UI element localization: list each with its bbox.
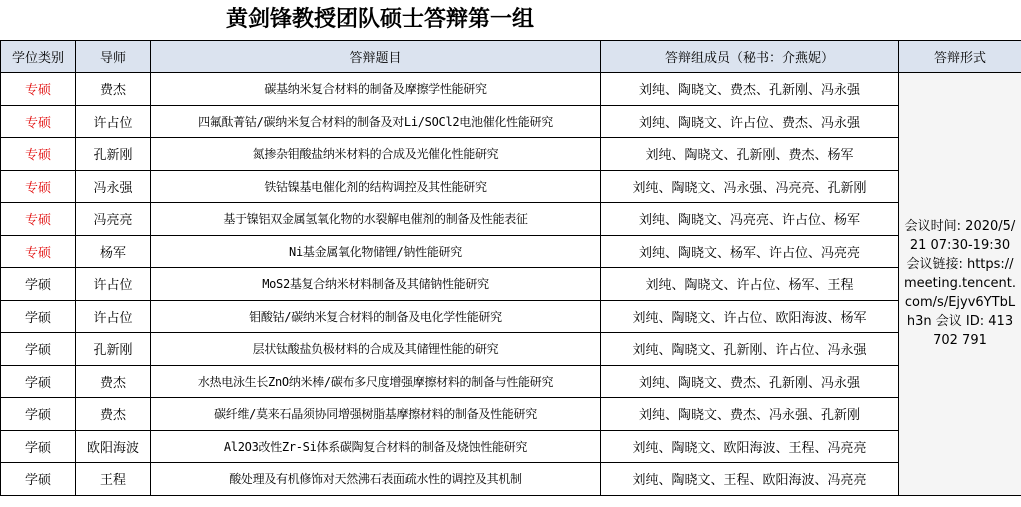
table-row	[1, 398, 1021, 431]
advisor-cell: 孔新刚	[76, 333, 151, 366]
degree-type-cell: 学硕	[1, 398, 76, 431]
advisor-cell: 冯永强	[76, 170, 151, 203]
page-title: 黄剑锋教授团队硕士答辩第一组	[225, 7, 534, 32]
table-row	[1, 463, 1021, 496]
committee-members-cell: 刘纯、陶晓文、杨军、许占位、冯亮亮	[601, 235, 899, 268]
table-row	[1, 170, 1021, 203]
table-row	[1, 73, 1021, 106]
topic-cell: 钼酸钴/碳纳米复合材料的制备及电化学性能研究	[151, 300, 601, 333]
committee-members-cell: 刘纯、陶晓文、孔新刚、费杰、杨军	[601, 138, 899, 171]
topic-cell: 铁钴镍基电催化剂的结构调控及其性能研究	[151, 170, 601, 203]
degree-type-cell: 学硕	[1, 268, 76, 301]
defense-schedule-table	[0, 40, 1021, 496]
advisor-cell: 冯亮亮	[76, 203, 151, 236]
table-row	[1, 300, 1021, 333]
advisor-cell: 费杰	[76, 365, 151, 398]
degree-type-cell: 学硕	[1, 333, 76, 366]
defense-format-cell: 会议时间: 2020/5/21 07:30-19:30 会议链接: https://meeting.tencent.com/s/Ejyv6YTbLh3n 会议 ID: 413 702 791	[899, 73, 1021, 496]
table-row	[1, 333, 1021, 366]
committee-members-cell: 刘纯、陶晓文、费杰、孔新刚、冯永强	[601, 365, 899, 398]
committee-members-cell: 刘纯、陶晓文、王程、欧阳海波、冯亮亮	[601, 463, 899, 496]
header-topic: 答辩题目	[151, 41, 601, 73]
topic-cell: 四氟酞菁钴/碳纳米复合材料的制备及对Li/SOCl2电池催化性能研究	[151, 105, 601, 138]
advisor-cell: 费杰	[76, 73, 151, 106]
topic-cell: 碳纤维/莫来石晶须协同增强树脂基摩擦材料的制备及性能研究	[151, 398, 601, 431]
table-row	[1, 138, 1021, 171]
degree-type-cell: 学硕	[1, 463, 76, 496]
topic-cell: 碳基纳米复合材料的制备及摩擦学性能研究	[151, 73, 601, 106]
topic-cell: Al2O3改性Zr-Si体系碳陶复合材料的制备及烧蚀性能研究	[151, 430, 601, 463]
advisor-cell: 王程	[76, 463, 151, 496]
topic-cell: 氮掺杂钼酸盐纳米材料的合成及光催化性能研究	[151, 138, 601, 171]
advisor-cell: 欧阳海波	[76, 430, 151, 463]
table-row	[1, 430, 1021, 463]
header-degree-type: 学位类别	[1, 41, 76, 73]
topic-cell: 基于镍铝双金属氢氧化物的水裂解电催剂的制备及性能表征	[151, 203, 601, 236]
committee-members-cell: 刘纯、陶晓文、费杰、冯永强、孔新刚	[601, 398, 899, 431]
table-row	[1, 268, 1021, 301]
topic-cell: MoS2基复合纳米材料制备及其储钠性能研究	[151, 268, 601, 301]
committee-members-cell: 刘纯、陶晓文、费杰、孔新刚、冯永强	[601, 73, 899, 106]
degree-type-cell: 专硕	[1, 105, 76, 138]
advisor-cell: 杨军	[76, 235, 151, 268]
table-row	[1, 235, 1021, 268]
header-advisor: 导师	[76, 41, 151, 73]
advisor-cell: 孔新刚	[76, 138, 151, 171]
degree-type-cell: 专硕	[1, 203, 76, 236]
committee-members-cell: 刘纯、陶晓文、许占位、欧阳海波、杨军	[601, 300, 899, 333]
topic-cell: 层状钛酸盐负极材料的合成及其储锂性能的研究	[151, 333, 601, 366]
advisor-cell: 许占位	[76, 268, 151, 301]
table-row	[1, 105, 1021, 138]
advisor-cell: 费杰	[76, 398, 151, 431]
header-defense-format: 答辩形式	[899, 41, 1021, 73]
committee-members-cell: 刘纯、陶晓文、冯亮亮、许占位、杨军	[601, 203, 899, 236]
table-body	[1, 73, 1021, 496]
topic-cell: 水热电泳生长ZnO纳米棒/碳布多尺度增强摩擦材料的制备与性能研究	[151, 365, 601, 398]
advisor-cell: 许占位	[76, 105, 151, 138]
degree-type-cell: 专硕	[1, 73, 76, 106]
table-row	[1, 365, 1021, 398]
committee-members-cell: 刘纯、陶晓文、冯永强、冯亮亮、孔新刚	[601, 170, 899, 203]
committee-members-cell: 刘纯、陶晓文、孔新刚、许占位、冯永强	[601, 333, 899, 366]
topic-cell: 酸处理及有机修饰对天然沸石表面疏水性的调控及其机制	[151, 463, 601, 496]
table-header-row	[1, 41, 1021, 73]
table-row	[1, 203, 1021, 236]
committee-members-cell: 刘纯、陶晓文、许占位、杨军、王程	[601, 268, 899, 301]
topic-cell: Ni基金属氧化物储锂/钠性能研究	[151, 235, 601, 268]
degree-type-cell: 专硕	[1, 235, 76, 268]
committee-members-cell: 刘纯、陶晓文、欧阳海波、王程、冯亮亮	[601, 430, 899, 463]
degree-type-cell: 学硕	[1, 300, 76, 333]
degree-type-cell: 学硕	[1, 430, 76, 463]
advisor-cell: 许占位	[76, 300, 151, 333]
header-committee-members: 答辩组成员（秘书：介燕妮）	[601, 41, 899, 73]
degree-type-cell: 学硕	[1, 365, 76, 398]
degree-type-cell: 专硕	[1, 138, 76, 171]
committee-members-cell: 刘纯、陶晓文、许占位、费杰、冯永强	[601, 105, 899, 138]
degree-type-cell: 专硕	[1, 170, 76, 203]
